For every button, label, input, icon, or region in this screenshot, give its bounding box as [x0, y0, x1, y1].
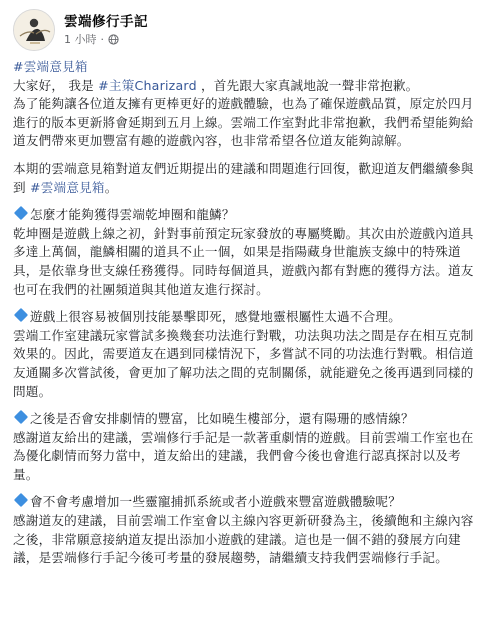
page-name-link[interactable]: 雲端修行手記: [64, 14, 148, 30]
answer-4: 感謝道友的建議，目前雲端工作室會以主線內容更新研發為主，後續飽和主線內容之後，非常願意接納道友提出添加小遊戲的建議。這也是一個不錯的發展方向建議，是雲端修行手記今後可考量的發展趨勢，請繼續支持我們雲端修行手記。: [13, 513, 474, 566]
blue-diamond-icon: [14, 493, 28, 507]
feedback-end: 。: [104, 179, 118, 195]
question-text: 之後是否會安排劇情的豐富，比如曉生樓部分，還有陽珊的感情線？: [30, 411, 414, 427]
blue-diamond-icon: [14, 410, 28, 424]
answer-1: 乾坤圈是遊戲上線之初，針對事前預定玩家發放的專屬獎勵。其次由於遊戲內道具多達上萬個，龍鱗相關的道具不止一個，如果是指陽藏身世龍族支線中的特殊道具，是依靠身世支線任務獲得。同時每個道具，遊戲內都有對應的獲得方法。道友也可在我們的社團頻道與其他道友進行探討。: [13, 225, 474, 297]
post-body: [13, 58, 483, 568]
answer-3: 感謝道友給出的建議，雲端修行手記是一款著重劇情的遊戲。目前雲端工作室也在為優化劇情而努力當中，道友給出的建議，我們會今後也會進行認真探討以及考量。: [13, 429, 474, 482]
question-text: 會不會考慮增加一些靈寵捕抓系統或者小遊戲來豐富遊戲體驗呢？: [30, 494, 402, 510]
question-1: [13, 206, 483, 225]
answer-2: 雲端工作室建議玩家嘗試多換幾套功法進行對戰，功法與功法之間是存在相互克制效果的。因此，需要道友在遇到同樣情況下，多嘗試不同的功法進行對戰。相信道友通關多次嘗試後，會更加了解功法之間的克制關係，就能避免之後再遇到同樣的問題。: [13, 327, 474, 399]
page-avatar[interactable]: [13, 9, 55, 51]
post-timestamp[interactable]: 1 小時: [64, 33, 97, 46]
question-2: [13, 308, 483, 327]
feedback-paragraph: [13, 160, 483, 197]
post-meta: [64, 13, 148, 47]
post-subline: [64, 32, 148, 47]
post-header: [13, 0, 483, 58]
question-text: 怎麼才能夠獲得雲端乾坤圈和龍鱗？: [30, 207, 235, 223]
avatar-illustration-icon: [14, 10, 54, 50]
intro-greeting: [13, 77, 483, 96]
hashtag-title[interactable]: #雲端意見箱: [13, 59, 88, 74]
blue-diamond-icon: [14, 308, 28, 322]
globe-icon[interactable]: [108, 34, 119, 45]
question-text: 遊戲上很容易被個別技能暴擊即死，感覺地靈根屬性太過不合理。: [30, 309, 402, 325]
author-hashtag-link[interactable]: #主策Charizard: [98, 77, 197, 93]
question-3: [13, 410, 483, 429]
feedback-text: 本期的雲端意見箱對道友們近期提出的建議和問題進行回復，歡迎道友們繼續參與到: [13, 160, 474, 195]
feedback-hashtag-link[interactable]: #雲端意見箱: [30, 179, 105, 195]
meta-separator: ·: [100, 33, 104, 46]
question-4: [13, 493, 483, 512]
blue-diamond-icon: [14, 206, 28, 220]
greeting-text: 大家好， 我是: [13, 77, 99, 93]
apology-text: ，首先跟大家真誠地說一聲非常抱歉。: [196, 77, 419, 93]
intro-paragraph: 為了能夠讓各位道友擁有更棒更好的遊戲體驗，也為了確保遊戲品質，原定於四月進行的版本更新將會延期到五月上線。雲端工作室對此非常抱歉，我們希望能夠給道友們帶來更加豐富有趣的遊戲內容，也非常希望各位道友能夠諒解。: [13, 96, 474, 149]
